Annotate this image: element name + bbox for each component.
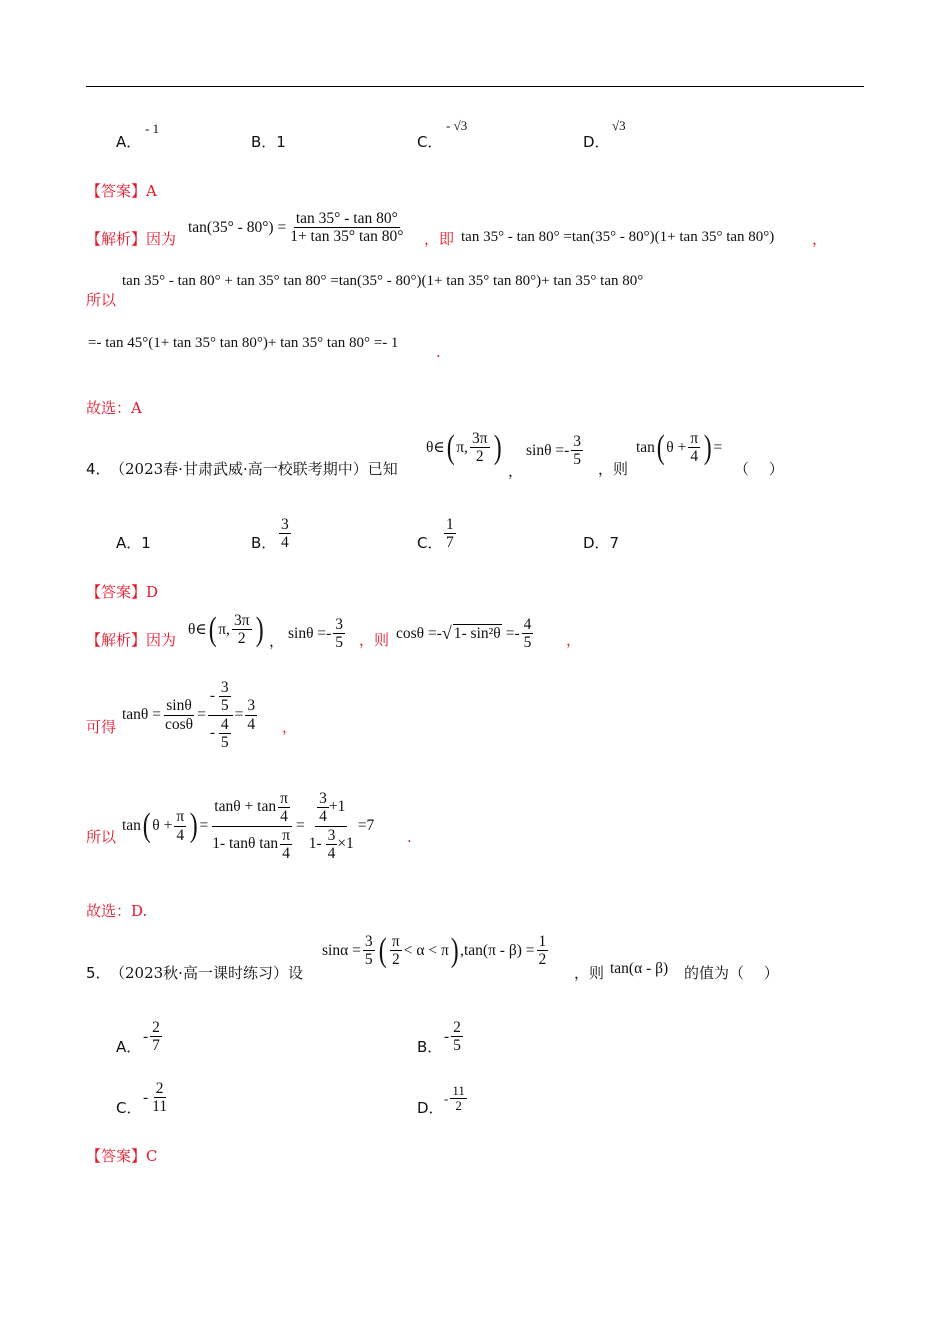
num: π [391, 933, 400, 950]
three-fifths [219, 679, 231, 714]
q4-tan-theta [122, 675, 259, 755]
q4-interval [426, 430, 503, 465]
fraction [150, 1019, 162, 1054]
compound-fraction [208, 679, 233, 750]
num [315, 790, 347, 826]
num: 3 [335, 616, 344, 633]
q4-an-cos [396, 616, 535, 651]
q5-option-b [444, 1019, 465, 1054]
q4-option-c [442, 516, 458, 551]
q4-final-eq [122, 786, 374, 866]
den: 4 [319, 808, 327, 826]
tb-fraction [537, 933, 549, 968]
left-paren: ( [208, 610, 217, 648]
num: π [282, 826, 291, 844]
q4-an-sin [288, 616, 347, 651]
interval-fraction [232, 612, 252, 647]
q4-an-interval [188, 612, 265, 647]
q4-an-tail-comma: ， [566, 631, 582, 649]
q5-option-a-label: A． [116, 1038, 142, 1056]
left-paren: ( [378, 931, 387, 969]
num: π [280, 790, 288, 808]
eq1-fraction [288, 210, 405, 245]
sin-fraction [333, 616, 345, 651]
interval-left: π, [218, 620, 230, 638]
num: 3 [220, 679, 229, 697]
pi-over-four [688, 430, 700, 465]
q3-option-c: C． [417, 133, 443, 151]
q3-option-d: D． [583, 133, 610, 151]
equals: = [199, 817, 209, 834]
compound-den [208, 716, 233, 751]
den: 4 [281, 534, 289, 552]
because-text: 因为 [146, 230, 177, 248]
num [212, 790, 292, 826]
range-mid: < α < π [403, 941, 449, 959]
interval-fraction [470, 430, 490, 465]
q4-option-c-label: C． [417, 534, 443, 552]
num: 2 [453, 1019, 461, 1036]
neg-sign: - [209, 687, 215, 705]
q3-eq3: tan 35° - tan 80° + tan 35° tan 80° =tan(35° - 80°)(1+ tan 35° tan 80°)+ tan 35° tan 80° [122, 273, 644, 289]
q3-option-d-value: √3 [612, 118, 626, 133]
den: 4 [176, 826, 185, 844]
pi-four [278, 790, 290, 825]
big-fraction-1 [210, 790, 294, 861]
q3-ji: ，即 [424, 230, 455, 248]
q5-option-b-label: B． [417, 1038, 443, 1056]
cos-text: cosθ =- [396, 624, 442, 642]
den [307, 827, 356, 862]
neg-sign: - [209, 723, 215, 741]
eq1-numerator: tan 35° - tan 80° [295, 210, 398, 227]
num: 2 [155, 1080, 164, 1097]
den: 2 [538, 951, 547, 969]
right-paren: ) [493, 428, 502, 466]
equals: = [296, 817, 305, 834]
interval-num: 3π [471, 430, 488, 447]
right-paren: ) [450, 931, 459, 969]
den: 5 [220, 697, 229, 715]
q5-option-c-label: C． [116, 1099, 142, 1117]
q5-source: （2023秋·高一课时练习）设 [110, 964, 303, 982]
sin-text: sinθ =- [288, 624, 332, 642]
q5-target: tan(α - β) [610, 960, 669, 977]
num: 11 [452, 1083, 465, 1098]
right-paren: ) [255, 610, 264, 648]
sqrt-sign: √ [441, 623, 452, 644]
result-fraction [245, 697, 257, 732]
sin-den: 5 [573, 451, 582, 469]
one-minus: 1- [308, 834, 322, 852]
q5-condition [322, 933, 550, 968]
fraction [150, 1080, 169, 1115]
num: 4 [220, 715, 229, 733]
den [210, 827, 294, 862]
fraction [451, 1019, 463, 1054]
q3-suoyi: 所以 [86, 291, 117, 309]
sqrt-content: 1- sin²θ [453, 625, 501, 643]
q5-ze: ，则 [574, 964, 605, 982]
q4-analysis-tag [86, 629, 176, 650]
q3-option-a [116, 131, 141, 152]
cos-eq: =- [505, 624, 520, 642]
cos-fraction [522, 616, 534, 651]
den: 11 [152, 1098, 168, 1116]
num: sinθ [166, 697, 192, 715]
theta-in: θ∈ [188, 621, 207, 639]
sin-over-cos [163, 697, 195, 732]
fraction [444, 516, 456, 551]
q4-source: （2023春·甘肃武威·高一校联考期中）已知 [110, 460, 398, 478]
num: 3 [327, 826, 336, 844]
equals: = [197, 706, 206, 723]
q3-guxuan: 故选：A [86, 399, 142, 417]
num: 1 [538, 933, 547, 950]
interval-den: 2 [475, 448, 484, 466]
den-text: 1- tanθ tan [212, 834, 279, 852]
right-paren: ) [189, 807, 198, 844]
den: 5 [335, 634, 344, 652]
fraction [450, 1084, 467, 1114]
plus-one: +1 [328, 798, 346, 816]
q4-blank: （ ） [734, 460, 784, 478]
fraction [279, 516, 291, 551]
q3-eq4: =- tan 45°(1+ tan 35° tan 80°)+ tan 35° tan 80° =- 1 [88, 335, 399, 351]
den: 5 [220, 733, 229, 751]
num: 2 [152, 1019, 160, 1036]
num-text: tanθ + tan [214, 798, 277, 816]
range-fraction [390, 933, 402, 968]
q4-tan [636, 430, 722, 465]
equals: = [713, 438, 723, 456]
sin-fraction [571, 433, 583, 468]
q5-option-c [143, 1080, 171, 1115]
eq1-denominator: 1+ tan 35° tan 80° [290, 228, 404, 246]
eq1-lhs: tan(35° - 80°) = [188, 218, 287, 236]
sa-fraction [363, 933, 375, 968]
analysis-tag: 【解析】 [86, 631, 147, 649]
theta-in: θ∈ [426, 439, 445, 457]
minus: - [143, 1088, 149, 1106]
interval-left: π, [456, 438, 468, 456]
q3-eq2: tan 35° - tan 80° =tan(35° - 80°)(1+ tan 35° tan 80°) [461, 229, 775, 245]
q3-analysis-tag [86, 228, 176, 249]
den: 7 [446, 534, 454, 552]
q3-eq1 [188, 210, 407, 245]
q5-option-a [143, 1019, 164, 1054]
num: 3 [281, 516, 289, 533]
left-paren: ( [142, 807, 151, 844]
equals: = [234, 706, 244, 723]
because-text: 因为 [146, 631, 177, 649]
num: 3 [364, 933, 373, 950]
theta-plus: θ + [152, 817, 173, 834]
q5-option-d [444, 1084, 469, 1114]
q4-an-comma: ， [269, 632, 285, 650]
den: 5 [523, 634, 532, 652]
tan-text: tan [122, 817, 141, 834]
left-paren: ( [446, 428, 455, 466]
four: 4 [690, 448, 699, 466]
big-fraction-2 [307, 790, 356, 861]
option-label: A． [116, 133, 142, 151]
three-fourths [326, 827, 338, 862]
analysis-tag: 【解析】 [86, 230, 147, 248]
pi-over-four [174, 808, 186, 843]
den: 4 [247, 715, 256, 733]
q4-answer: 【答案】D [86, 583, 159, 601]
sin-alpha: sinα = [322, 941, 361, 959]
header-rule [86, 86, 864, 87]
q4-final-period: . [407, 828, 412, 846]
minus: - [444, 1090, 449, 1106]
q3-period: . [436, 343, 441, 361]
q3-option-b: B．1 [251, 133, 286, 151]
den: 5 [453, 1037, 461, 1055]
num: 4 [523, 616, 532, 633]
q5-option-d-label: D． [417, 1099, 444, 1117]
q4-ze: ，则 [598, 460, 629, 478]
q4-option-b-label: B． [251, 534, 277, 552]
den: cosθ [164, 715, 194, 733]
q3-option-a-value: - 1 [145, 121, 160, 136]
q3-eq2-end: ， [812, 230, 828, 248]
q4-tan-comma: ， [282, 718, 298, 736]
num: π [176, 808, 185, 826]
compound-num [208, 679, 233, 715]
q3-answer: 【答案】A [86, 182, 157, 200]
q4-option-a: A．1 [116, 534, 151, 552]
pi-four [280, 827, 292, 862]
num: 3 [247, 697, 256, 715]
tan-theta-text: tanθ = [122, 706, 161, 723]
den: 4 [282, 844, 290, 862]
q4-sin [526, 433, 585, 468]
den: 2 [455, 1098, 462, 1114]
q4-suoyi: 所以 [86, 828, 117, 846]
sin-num: 3 [573, 433, 582, 450]
den: 7 [152, 1037, 160, 1055]
minus: - [444, 1027, 450, 1045]
den: 4 [280, 808, 288, 826]
theta-plus: θ + [666, 438, 687, 456]
q4-kede: 可得 [86, 718, 117, 736]
num: 3 [319, 790, 327, 808]
minus: - [143, 1027, 149, 1045]
q5-tail: 的值为（ ） [684, 964, 779, 982]
den: 5 [364, 951, 373, 969]
right-paren: ) [703, 428, 712, 466]
q4-guxuan: 故选：D. [86, 902, 148, 920]
q5-number: 5． [86, 964, 111, 982]
tan-expr: ,tan(π - β) = [460, 941, 535, 959]
eq-seven: =7 [357, 817, 375, 834]
den: 4 [327, 844, 336, 862]
q5-answer: 【答案】C [86, 1147, 158, 1165]
sin-text: sinθ =- [526, 441, 570, 459]
q4-number: 4． [86, 460, 111, 478]
pi: π [690, 430, 699, 447]
den: 2 [391, 951, 400, 969]
q4-an-ze: ，则 [359, 631, 390, 649]
den: 2 [237, 630, 246, 648]
q4-option-b [277, 516, 293, 551]
tan-text: tan [636, 438, 655, 456]
q4-option-d: D．7 [583, 534, 620, 552]
num: 1 [446, 516, 454, 533]
q3-option-c-value: - √3 [446, 118, 468, 133]
times-one: ×1 [337, 834, 354, 852]
four-fifths [219, 716, 231, 751]
three-fourths [317, 790, 329, 825]
left-paren: ( [656, 428, 665, 466]
num: 3π [233, 612, 250, 629]
q4-comma: ， [508, 462, 524, 480]
